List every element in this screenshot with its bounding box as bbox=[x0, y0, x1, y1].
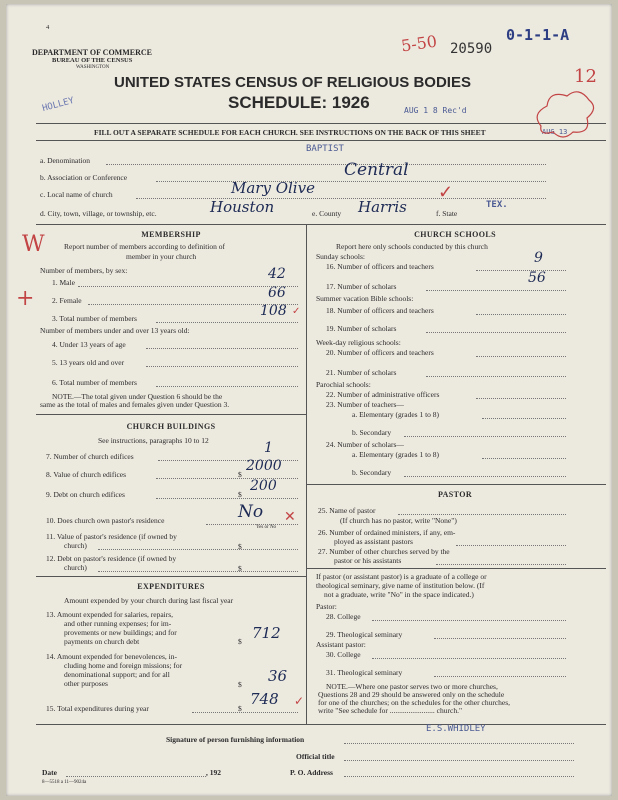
schools-title: CHURCH SCHOOLS bbox=[414, 230, 496, 239]
grad-note-3: not a graduate, write "No" in the space indicated.) bbox=[324, 590, 474, 599]
city: WASHINGTON bbox=[76, 65, 110, 70]
city-label: d. City, town, village, or township, etc. bbox=[40, 209, 157, 218]
pastor-college-label: 28. College bbox=[326, 612, 361, 621]
teachers-label: 23. Number of teachers— bbox=[326, 400, 404, 409]
male-value: 42 bbox=[268, 266, 286, 282]
sunday-officers-value: 9 bbox=[534, 250, 543, 266]
form-number: 8—5518 a 11—9024a bbox=[42, 780, 87, 785]
aug13-stamp: AUG 13 bbox=[542, 128, 568, 136]
holley-stamp: HOLLEY bbox=[41, 95, 76, 115]
summer-schools-label: Summer vacation Bible schools: bbox=[316, 294, 414, 303]
teachers-secondary-label: b. Secondary bbox=[352, 428, 392, 437]
signature-label: Signature of person furnishing information bbox=[166, 735, 305, 744]
salaries-line-2: and other running expenses; for im- bbox=[64, 619, 172, 628]
expenditures-subtitle: Amount expended by your church during last fiscal year bbox=[64, 596, 234, 605]
over13-label: 5. 13 years old and over bbox=[52, 358, 125, 367]
schedule-title: SCHEDULE: 1926 bbox=[228, 93, 370, 112]
weekday-officers-label: 20. Number of officers and teachers bbox=[326, 348, 434, 357]
file-code-stamp: 0-1-1-A bbox=[506, 26, 570, 44]
ordained-label-1: 26. Number of ordained ministers, if any, em- bbox=[318, 528, 456, 537]
margin-plus: + bbox=[16, 286, 35, 311]
grad-note-1: If pastor (or assistant pastor) is a graduate of a college or bbox=[316, 572, 487, 581]
checkmark-icon: ✓ bbox=[438, 182, 454, 203]
other-churches-label-1: 27. Number of other churches served by the bbox=[318, 547, 450, 556]
other-churches-label-2: pastor or his assistants bbox=[334, 556, 402, 565]
pastor-note-2: Questions 28 and 29 should be answered only on the schedule bbox=[318, 690, 505, 699]
pastor-note-4: write "See schedule for ........................ church." bbox=[318, 706, 463, 715]
owns-residence-label: 10. Does church own pastor's residence bbox=[46, 516, 165, 525]
female-value: 66 bbox=[268, 285, 286, 301]
owns-residence-value: No bbox=[238, 502, 264, 522]
date-label: Date bbox=[42, 768, 57, 777]
official-title-label: Official title bbox=[296, 752, 335, 761]
pastor-sub-label: Pastor: bbox=[316, 602, 337, 611]
residence-value-label-1: 11. Value of pastor's residence (if owned by bbox=[46, 532, 177, 541]
benevolences-line-1: 14. Amount expended for benevolences, in- bbox=[46, 652, 178, 661]
red-code: 5-50 bbox=[399, 31, 439, 56]
buildings-subtitle: See instructions, paragraphs 10 to 12 bbox=[98, 436, 209, 445]
buildings-title: CHURCH BUILDINGS bbox=[126, 422, 216, 431]
county-label: e. County bbox=[312, 209, 342, 218]
po-address-label: P. O. Address bbox=[290, 768, 333, 777]
weekday-scholars-label: 21. Number of scholars bbox=[326, 368, 397, 377]
ordained-label-2: ployed as assistant pastors bbox=[334, 537, 413, 546]
edifices-debt-value: 200 bbox=[250, 478, 277, 494]
scholars-secondary-label: b. Secondary bbox=[352, 468, 392, 477]
tick-icon: ✓ bbox=[294, 694, 305, 708]
instructions: FILL OUT A SEPARATE SCHEDULE FOR EACH CHURCH. SEE INSTRUCTIONS ON THE BACK OF THIS SHEET bbox=[94, 128, 486, 137]
by-sex-label: Number of members, by sex: bbox=[40, 266, 128, 275]
scholars-label: 24. Number of scholars— bbox=[326, 440, 404, 449]
benevolences-line-4: other purposes bbox=[64, 679, 108, 688]
sunday-scholars-value: 56 bbox=[528, 270, 546, 286]
corner-mark: 4 bbox=[46, 24, 50, 31]
state-value: TEX. bbox=[486, 200, 508, 210]
sunday-officers-label: 16. Number of officers and teachers bbox=[326, 262, 434, 271]
pastor-name-label: 25. Name of pastor bbox=[318, 506, 376, 515]
assistant-college-label: 30. College bbox=[326, 650, 361, 659]
year-label: , 192 bbox=[206, 768, 221, 777]
department: DEPARTMENT OF COMMERCE bbox=[32, 48, 153, 57]
assistant-sub-label: Assistant pastor: bbox=[316, 640, 366, 649]
salaries-line-3: provements or new buildings; and for bbox=[64, 628, 177, 637]
benevolences-value: 36 bbox=[268, 667, 288, 685]
census-form: 4 DEPARTMENT OF COMMERCE BUREAU OF THE CENSUS WASHINGTON UNITED STATES CENSUS OF RELIGIOUS BODIES SCHEDULE: 1926 FILL OUT A SEPARATE SCHEDULE FOR EACH CHURCH. SEE INSTRUCTIONS ON THE BACK OF THIS SHEET 0-1-1-A 20590 5-50 12 HOLLEY AUG 1 8 Rec'd AUG 13 a. Denomination BAPTIST b. Association or Conference Central c. Local name of church Mary Olive d. City, town, village, or township, etc. Houston e. County Harris f. State TEX. ✓ W + MEMBERSHIP Report number of members according to definition of member in your church Number of members, by sex: 1. Male 42 2. Female 66 3. Total number of members 108 Number of members under and over 13 years old: 4. Under 13 years of age 5. 13 years old and over 6. Total number of members NOTE.—The total given under Question 6 should be the same as the total of males and females given under Question 3. CHURCH BUILDINGS See instructions, paragraphs 10 to 12 7. Number of church edifices 1 8. Value of church edifices $ 2000 9. Debt on church edifices $ 200 10. Does church own pastor's residence No Yes or No 11. Value of pastor's residence (if owned by church) $ 12. Debt on pastor's residence (if owned by church) $ EXPENDITURES Amount expended by your church during last fiscal year 13. Amount expended for salaries, repairs, and other running expenses; for im- provements or new buildings; and for payments on church debt $ 712 14. Amount expended for benevolences, in- cluding home and foreign missions; for denominational support; and for all other purposes $ 36 15. Total expenditures during year $ 748 CHURCH SCHOOLS Report here only schools conducted by this church Sunday schools: 16. Number of officers and teachers 9 17. Number of scholars 56 Summer vacation Bible schools: 18. Number of officers and teachers 19. Number of scholars Week-day religious schools: 20. Number of officers and teachers 21. Number of scholars Parochial schools: 22. Number of administrative officers 23. Number of teachers— a. Elementary (grades 1 to 8) b. Secondary 24. Number of scholars— a. Elementary (grades 1 to 8) b. Secondary PASTOR 25. Name of pastor (If church has no pastor, write "None") 26. Number of ordained ministers, if any, em- ployed as assistant pastors 27. Number of other churches served by the pastor or his assistants If pastor (or assistant pastor) is a graduate of a college or theological seminary, give name of institution below. (If not a graduate, write "No" in the space indicated.) Pastor: 28. College 29. Theological seminary Assistant pastor: 30. College 31. Theological seminary NOTE.—Where one pastor serves two or more churches, Questions 28 and 29 should be answered only on the schedule for one of the churches; on the schedules for the other churches, write "See schedule for ........................ church." Signature of person furnishing information E.S.WHIDLEY Official title Date , 192 P. O. Address 8—5518 a 11—9024a ✓ ✕ ✓ bbox=[6, 4, 612, 796]
membership-note-2: same as the total of males and females given under Question 3. bbox=[40, 400, 230, 409]
expenditures-title: EXPENDITURES bbox=[137, 582, 205, 591]
edifices-debt-label: 9. Debt on church edifices bbox=[46, 490, 125, 499]
grad-note-2: theological seminary, give name of institution below. (If bbox=[316, 581, 485, 590]
serial-number: 20590 bbox=[450, 41, 493, 57]
margin-w: W bbox=[22, 232, 45, 257]
edifices-count-label: 7. Number of church edifices bbox=[46, 452, 134, 461]
male-label: 1. Male bbox=[52, 278, 75, 287]
salaries-line-4: payments on church debt bbox=[64, 637, 140, 646]
residence-value-label-2: church) bbox=[64, 541, 87, 550]
residence-debt-label-1: 12. Debt on pastor's residence (if owned by bbox=[46, 554, 177, 563]
total-members-value: 108 bbox=[260, 303, 287, 319]
yes-no-hint: Yes or No bbox=[256, 525, 277, 530]
teachers-elementary-label: a. Elementary (grades 1 to 8) bbox=[352, 410, 440, 419]
association-label: b. Association or Conference bbox=[40, 173, 128, 182]
pastor-name-hint: (If church has no pastor, write "None") bbox=[340, 516, 457, 525]
tick-icon: ✓ bbox=[292, 306, 301, 317]
benevolences-line-2: cluding home and foreign missions; for bbox=[64, 661, 183, 670]
residence-debt-label-2: church) bbox=[64, 563, 87, 572]
weekday-schools-label: Week-day religious schools: bbox=[316, 338, 401, 347]
total-expenditures-value: 748 bbox=[250, 690, 279, 708]
denomination-value: BAPTIST bbox=[306, 144, 344, 154]
seal-outline bbox=[526, 86, 596, 146]
female-label: 2. Female bbox=[52, 296, 82, 305]
state-label: f. State bbox=[436, 209, 458, 218]
admin-officers-label: 22. Number of administrative officers bbox=[326, 390, 440, 399]
pastor-note-1: NOTE.—Where one pastor serves two or more churches, bbox=[326, 682, 498, 691]
total-members-label: 3. Total number of members bbox=[52, 314, 137, 323]
city-value: Houston bbox=[210, 198, 275, 216]
received-stamp: AUG 1 8 Rec'd bbox=[404, 106, 467, 115]
sunday-scholars-label: 17. Number of scholars bbox=[326, 282, 397, 291]
salaries-value: 712 bbox=[252, 624, 281, 642]
form-title: UNITED STATES CENSUS OF RELIGIOUS BODIES bbox=[114, 74, 471, 91]
church-name-label: c. Local name of church bbox=[40, 190, 113, 199]
under-over-label: Number of members under and over 13 years old: bbox=[40, 326, 190, 335]
summer-scholars-label: 19. Number of scholars bbox=[326, 324, 397, 333]
pastor-note-3: for one of the churches; on the schedules for the other churches, bbox=[318, 698, 511, 707]
church-name-value: Mary Olive bbox=[231, 179, 315, 197]
edifices-count-value: 1 bbox=[264, 440, 273, 456]
x-mark-icon: ✕ bbox=[284, 509, 296, 525]
association-value: Central bbox=[344, 160, 409, 180]
membership-intro-2: member in your church bbox=[126, 252, 197, 261]
benevolences-line-3: denominational support; and for all bbox=[64, 670, 170, 679]
under13-label: 4. Under 13 years of age bbox=[52, 340, 126, 349]
assistant-seminary-label: 31. Theological seminary bbox=[326, 668, 403, 677]
signature-value: E.S.WHIDLEY bbox=[426, 724, 486, 734]
edifices-value-label: 8. Value of church edifices bbox=[46, 470, 127, 479]
scholars-elementary-label: a. Elementary (grades 1 to 8) bbox=[352, 450, 440, 459]
denomination-label: a. Denomination bbox=[40, 156, 90, 165]
salaries-line-1: 13. Amount expended for salaries, repairs, bbox=[46, 610, 174, 619]
pastor-seminary-label: 29. Theological seminary bbox=[326, 630, 403, 639]
total-members-6-label: 6. Total number of members bbox=[52, 378, 137, 387]
total-expenditures-label: 15. Total expenditures during year bbox=[46, 704, 149, 713]
membership-intro-1: Report number of members according to definition of bbox=[64, 242, 225, 251]
membership-note-1: NOTE.—The total given under Question 6 should be the bbox=[52, 392, 223, 401]
sunday-schools-label: Sunday schools: bbox=[316, 252, 365, 261]
bureau: BUREAU OF THE CENSUS bbox=[52, 57, 133, 64]
membership-title: MEMBERSHIP bbox=[141, 230, 201, 239]
summer-officers-label: 18. Number of officers and teachers bbox=[326, 306, 434, 315]
parochial-schools-label: Parochial schools: bbox=[316, 380, 371, 389]
pastor-title: PASTOR bbox=[437, 490, 473, 499]
edifices-value-value: 2000 bbox=[246, 458, 282, 474]
schools-subtitle: Report here only schools conducted by this church bbox=[336, 242, 488, 251]
county-value: Harris bbox=[358, 198, 407, 216]
red-12: 12 bbox=[574, 66, 597, 87]
